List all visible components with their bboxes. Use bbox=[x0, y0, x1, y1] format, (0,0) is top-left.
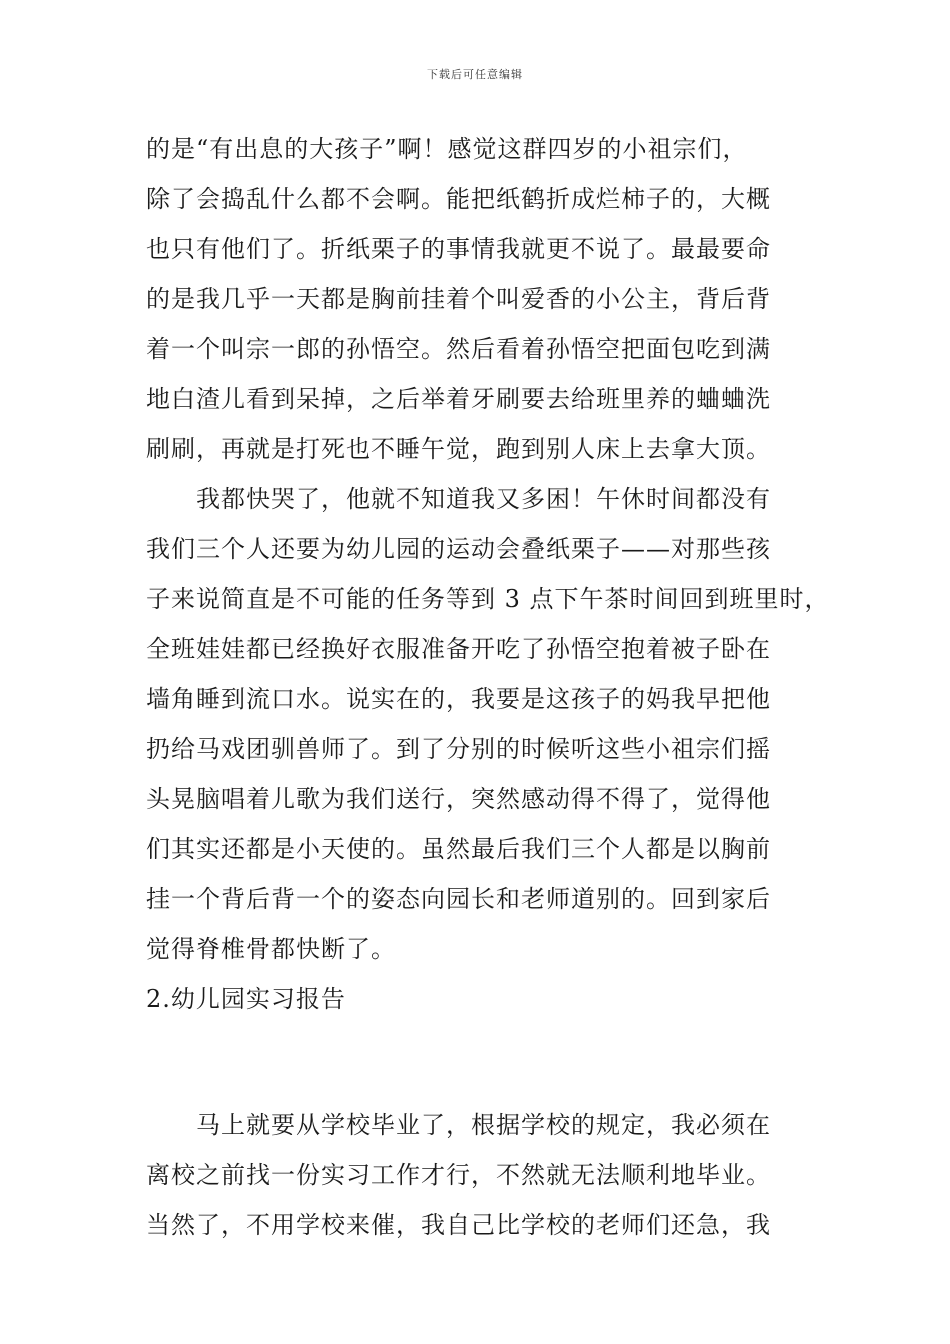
text-line: 的是“有出息的大孩子”啊！感觉这群四岁的小祖宗们， bbox=[146, 135, 748, 163]
text-line: 墙角睡到流口水。说实在的，我要是这孩子的妈我早把他 bbox=[146, 685, 771, 713]
text-line: 着一个叫宗一郎的孙悟空。然后看着孙悟空把面包吃到满 bbox=[146, 335, 771, 363]
text-line: 马上就要从学校毕业了，根据学校的规定，我必须在 bbox=[146, 1111, 771, 1139]
text-line: 也只有他们了。折纸栗子的事情我就更不说了。最最要命 bbox=[146, 235, 771, 263]
text-line: 的是我几乎一天都是胸前挂着个叫爱香的小公主，背后背 bbox=[146, 285, 771, 313]
text-line: 地白渣儿看到呆掉，之后举着牙刷要去给班里养的蛐蛐洗 bbox=[146, 385, 771, 413]
document-body bbox=[146, 124, 830, 1250]
paragraph-1 bbox=[146, 124, 814, 474]
text-line: 刷刷，再就是打死也不睡午觉，跑到别人床上去拿大顶。 bbox=[146, 435, 771, 463]
text-line: 我们三个人还要为幼儿园的运动会叠纸栗子——对那些孩 bbox=[146, 535, 771, 563]
text-line: 觉得脊椎骨都快断了。 bbox=[146, 935, 396, 963]
text-line: 们其实还都是小天使的。虽然最后我们三个人都是以胸前 bbox=[146, 835, 771, 863]
section-title: 2.幼儿园实习报告 bbox=[146, 985, 346, 1013]
paragraph-3 bbox=[146, 1100, 814, 1250]
text-line: 挂一个背后背一个的姿态向园长和老师道别的。回到家后 bbox=[146, 885, 771, 913]
text-line: 扔给马戏团驯兽师了。到了分别的时候听这些小祖宗们摇 bbox=[146, 735, 771, 763]
page-header: 下载后可任意编辑 bbox=[427, 68, 523, 81]
spacer bbox=[146, 1024, 814, 1100]
text-line: 子来说简直是不可能的任务等到 3 点下午茶时间回到班里时， bbox=[146, 585, 830, 613]
text-line: 当然了，不用学校来催，我自己比学校的老师们还急，我 bbox=[146, 1211, 771, 1239]
text-line: 头晃脑唱着儿歌为我们送行，突然感动得不得了，觉得他 bbox=[146, 785, 771, 813]
text-line: 全班娃娃都已经换好衣服准备开吃了孙悟空抱着被子卧在 bbox=[146, 635, 771, 663]
text-line: 我都快哭了，他就不知道我又多困！午休时间都没有 bbox=[146, 485, 771, 513]
text-line: 除了会捣乱什么都不会啊。能把纸鹤折成烂柿子的，大概 bbox=[146, 185, 771, 213]
paragraph-2 bbox=[146, 474, 830, 974]
text-line: 离校之前找一份实习工作才行，不然就无法顺利地毕业。 bbox=[146, 1161, 771, 1189]
